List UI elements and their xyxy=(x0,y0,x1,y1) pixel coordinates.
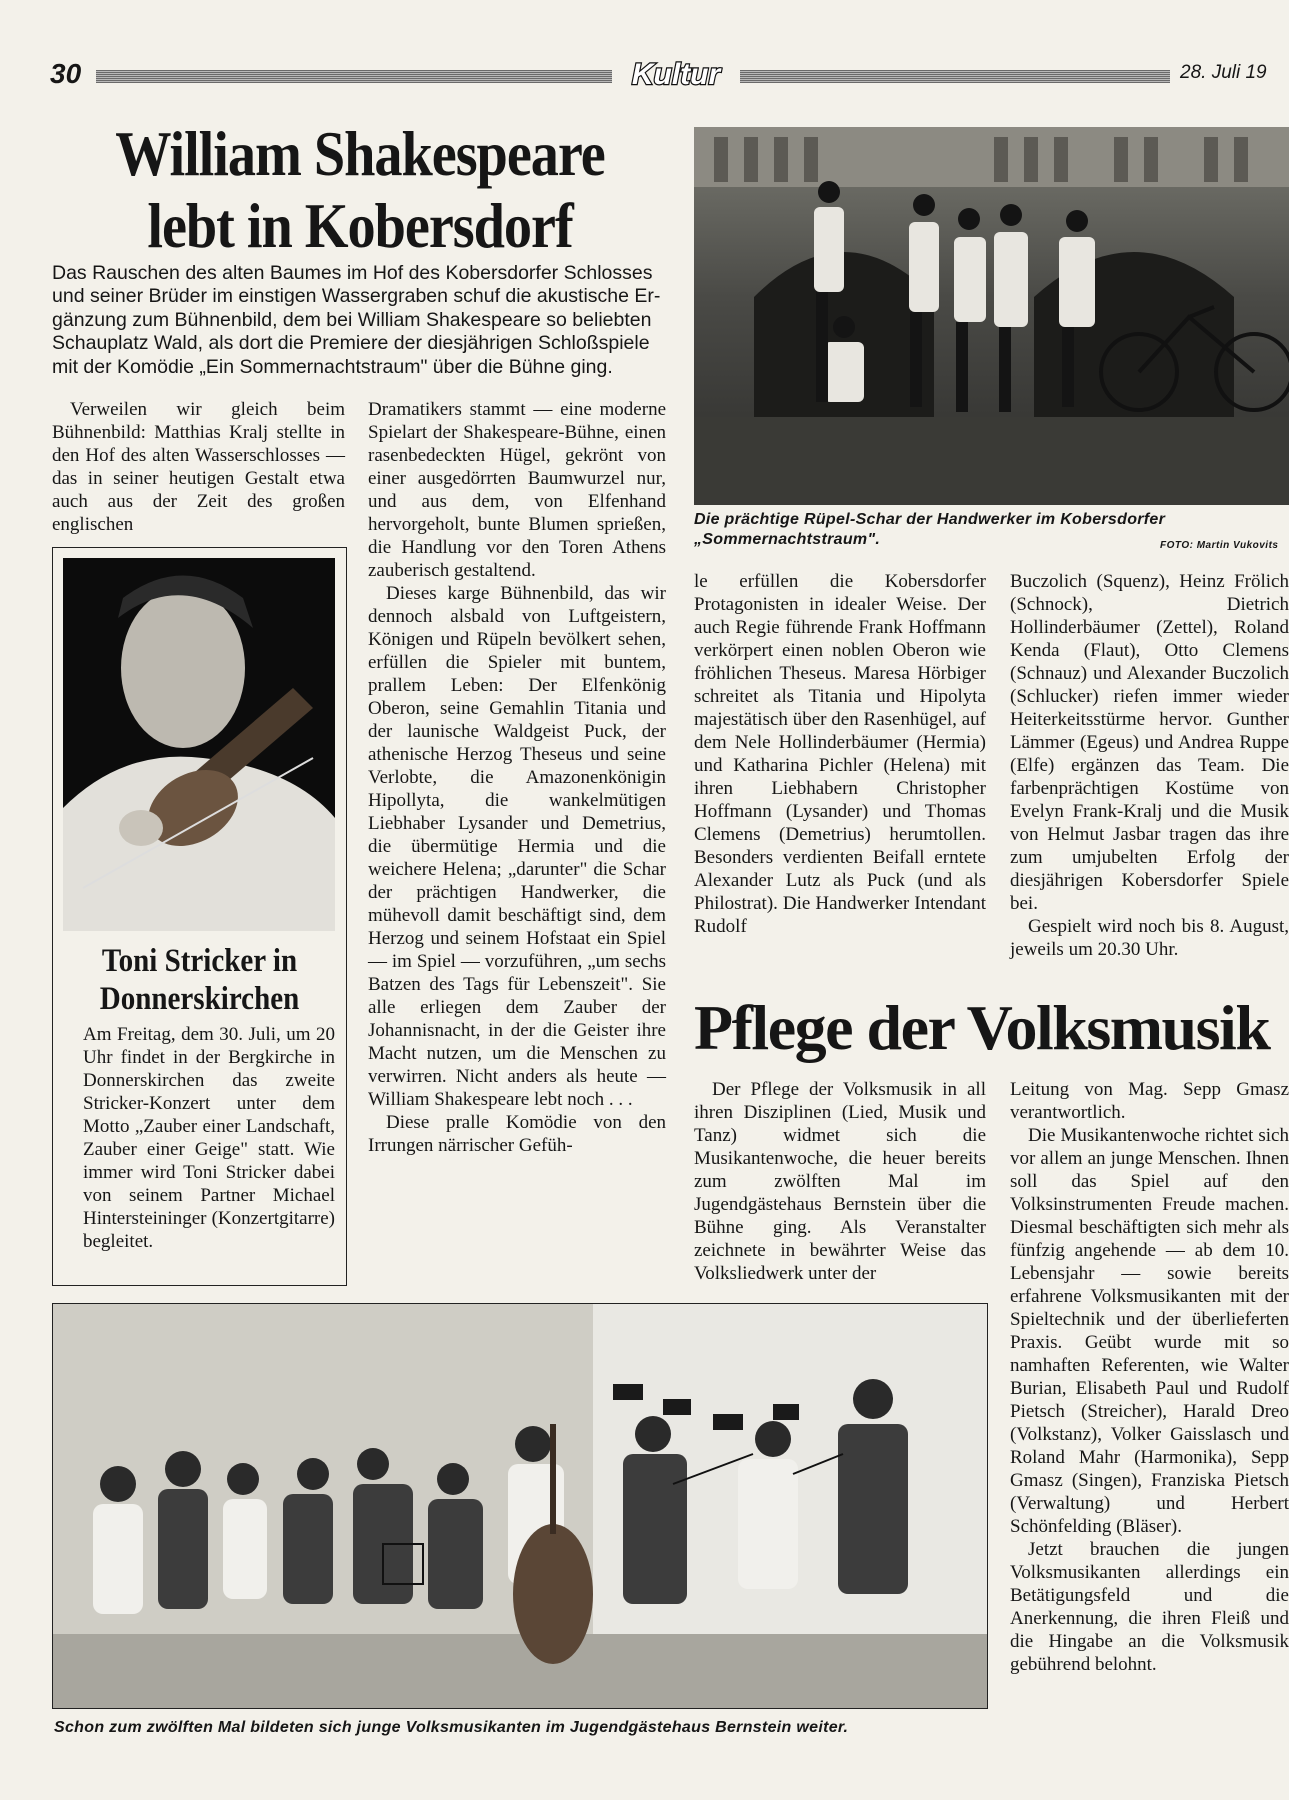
paragraph: Der Pflege der Volksmusik in all ihren Disziplinen (Lied, Musik und Tanz) widmet sich die Musikantenwoche, die heuer bereits zum zwölften Mal im Jugendgästehaus Bernstein über die Bühne ging. Als Veranstalter zeichnete in bewährter Weise das Volksliedwerk unter der xyxy=(694,1079,986,1284)
paragraph: Die Musikantenwoche richtet sich vor allem an junge Menschen. Ihnen soll das Spiel auf den Volksinstrumenten Freude machen. Diesmal beschäftigten sich mehr als fünfzig angehende — ab dem 10. Lebensjahr — sowie bereits erfahrene Volksmusikanten mit der Spieltechnik und der überlieferten Praxis. Geübt wurde mit so namhaften Referenten, wie Walter Burian, Elisabeth Paul und Rudolf Pietsch (Streicher), Harald Dreo (Volkstanz), Volker Gaisslasch und Roland Mahr (Harmonika), Sepp Gmasz (Singen), Franziska Pietsch (Verwaltung) und Herbert Schönfelding (Bläser). xyxy=(1010,1125,1289,1537)
photo-volksmusikanten-caption: Schon zum zwölften Mal bildeten sich junge Volksmusikanten im Jugendgästehaus Bernstein weiter. xyxy=(54,1719,849,1736)
photo-toni-stricker-image xyxy=(63,558,335,931)
lede-line: und seiner Brüder im einstigen Wassergraben schuf die akustische Er- xyxy=(52,285,661,308)
paragraph: Leitung von Mag. Sepp Gmasz verantwortlich. xyxy=(1010,1079,1289,1123)
header-rule-left xyxy=(96,70,612,83)
paragraph: le erfüllen die Kobersdorfer Protagonisten in idealer Weise. Der auch Regie führende Frank Hoffmann verkörpert einen noblen Oberon wie fröhlichen Theseus. Maresa Hörbiger schreitet als Titania und Hipolyta majestätisch über den Rasenhügel, auf dem Nele Hollinderbäumer (Hermia) und Katharina Pichler (Helena) mit ihren Liebhabern Christopher Hoffmann (Lysander) und Thomas Clemens (Demetrius) herumtollen. Besonders verdienten Beifall erntete Alexander Lutz als Puck (und als Philostrat). Die Handwerker Intendant Rudolf xyxy=(694,571,986,937)
lede-line: Das Rauschen des alten Baumes im Hof des Kobersdorfer Schlosses xyxy=(52,262,653,284)
article2-column-2 xyxy=(1010,1078,1289,1676)
paragraph: Diese pralle Komödie von den Irrungen närrischer Gefüh- xyxy=(368,1112,666,1156)
article-column-2 xyxy=(368,398,666,1157)
lede-line: mit der Komödie „Ein Sommernachtstraum" über die Bühne ging. xyxy=(52,355,613,378)
page-number: 30 xyxy=(50,58,82,89)
paragraph: Am Freitag, dem 30. Juli, um 20 Uhr findet in der Bergkirche in Donnerskirchen das zweite Stricker-Konzert unter dem Motto „Zauber einer Landschaft, Zauber einer Geige" statt. Wie immer wird Toni Stricker dabei von seinem Partner Michael Hintersteininger (Konzertgitarre) begleitet. xyxy=(83,1024,335,1252)
paragraph: Dramatikers stammt — eine moderne Spielart der Shakespeare-Bühne, einen rasenbedeckten Hügel, gekrönt von einer ausgedörrten Baumwurzel nur, und aus dem, von Elfenhand hervorgeholt, bunte Blumen sprießen, die Handlung vor den Toren Athens zauberisch gestaltend. xyxy=(368,399,666,581)
photo-credit: FOTO: Martin Vukovits xyxy=(1160,540,1279,551)
paragraph: Dieses karge Bühnenbild, das wir dennoch alsbald von Luftgeistern, Königen und Rüpeln bevölkert sehen, erfüllen die Spieler mit buntem, prallem Leben: Der Elfenkönig Oberon, seine Gemahlin Titania und der launische Waldgeist Puck, der athenische Herzog Theseus und seine Verlobte, die Amazonenkönigin Hipollyta, die wankelmütigen Liebhaber Lysander und Demetrius, die übermütige Hermia und die weichere Helena; „darunter" die Schar der prächtigen Handwerker, die mühevoll damit beschäftigt sind, dem Herzog und seinem Hofstaat ein Spiel — im Spiel — vorzuführen, „um sechs Batzen des Tags für Lebenszeit". Sie alle erliegen dem Zauber der Johannisnacht, in der die Geister ihre Macht nutzen, um die Menschen zu verwirren. Nicht anders als heute — William Shakespeare lebt noch . . . xyxy=(368,583,666,1110)
paragraph: Gespielt wird noch bis 8. August, jeweils um 20.30 Uhr. xyxy=(1010,916,1289,960)
headline-line-1: William Shakespeare xyxy=(115,118,605,189)
article-headline xyxy=(40,118,680,262)
header-rule-right xyxy=(740,70,1170,83)
box-headline-line-1: Toni Stricker in xyxy=(101,943,298,979)
photo-volksmusikanten xyxy=(52,1303,988,1709)
article-column-3 xyxy=(694,570,986,938)
photo-rupel-schar-caption: Die prächtige Rüpel-Schar der Handwerker im Kobersdorfer „Sommernachtstraum". xyxy=(694,511,1166,548)
section-logo xyxy=(616,56,736,92)
photo-rupel-schar-image xyxy=(694,127,1289,505)
article-column-4 xyxy=(1010,570,1289,961)
headline-line-2: lebt in Kobersdorf xyxy=(147,190,573,261)
article-column-1 xyxy=(52,398,345,536)
paragraph: Buczolich (Squenz), Heinz Frölich (Schnock), Dietrich Hollinderbäumer (Zettel), Roland Kenda (Flaut), Otto Clemens (Schnauz) und Alexander Buczolich (Schlucker) riefen immer wieder Heiterkeitsstürme hervor. Gunther Lämmer (Egeus) und Andrea Ruppe (Elfe) ergänzen das Team. Die farbenprächtigen Kostüme von Evelyn Frank-Kralj und die Musik von Helmut Jasbar tragen das ihre zum umjubelten Erfolg der diesjährigen Kobersdorfer Spiele bei. xyxy=(1010,571,1289,914)
box-headline-line-2: Donnerskirchen xyxy=(99,981,300,1017)
photo-toni-stricker xyxy=(63,558,335,931)
page-header xyxy=(0,56,1289,96)
paragraph: Jetzt brauchen die jungen Volksmusikanten allerdings ein Betätigungsfeld und die Anerkennung, die ihren Fleiß und die Hingabe an die Volksmusik gebührend belohnt. xyxy=(1010,1539,1289,1675)
info-box-toni-stricker xyxy=(52,547,347,1286)
article2-headline: Pflege der Volksmusik xyxy=(694,992,1270,1063)
box-headline xyxy=(53,942,346,1018)
lede-line: gänzung zum Bühnenbild, dem bei William Shakespeare so beliebten xyxy=(52,308,652,331)
article2-column-1 xyxy=(694,1078,986,1285)
issue-date: 28. Juli 19 xyxy=(1180,62,1267,83)
paragraph: Verweilen wir gleich beim Bühnenbild: Matthias Kralj stellte in den Hof des alten Wasserschlosses — das in seiner heutigen Gestalt etwa auch aus der Zeit des großen englischen xyxy=(52,399,345,535)
section-logo-text: Kultur xyxy=(631,58,721,91)
lede-line: Schauplatz Wald, als dort die Premiere der diesjährigen Schloßspiele xyxy=(52,332,650,355)
box-body xyxy=(83,1023,335,1253)
photo-volksmusikanten-image xyxy=(53,1304,987,1708)
article-lede xyxy=(52,262,682,379)
photo-rupel-schar xyxy=(694,127,1289,505)
